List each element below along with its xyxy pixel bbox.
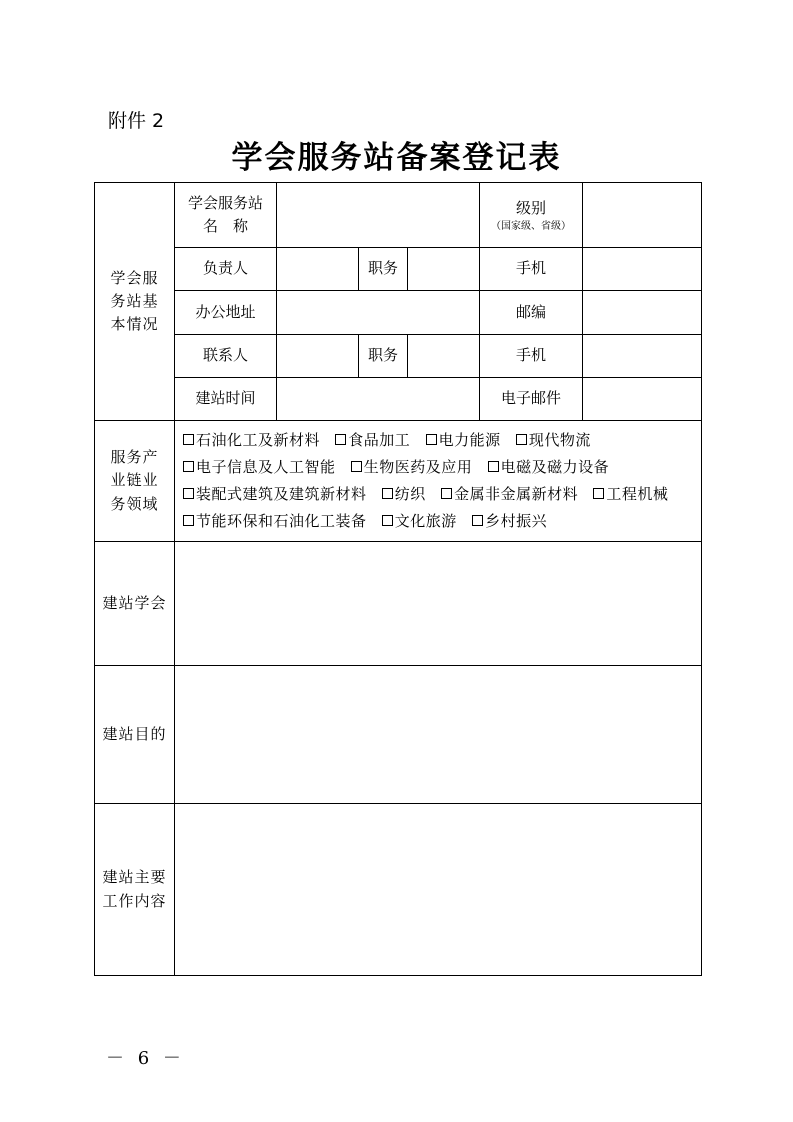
industry-option[interactable]: 文化旅游 [382,512,457,530]
page-number: － 6 － [106,1048,185,1069]
person-in-charge-label: 负责人 [175,248,277,291]
main-work-field[interactable] [175,804,702,976]
person-in-charge-field[interactable] [277,248,359,291]
founding-purpose-field[interactable] [175,666,702,804]
form-title: 学会服务站备案登记表 [231,140,562,176]
checkbox-icon[interactable] [183,434,194,445]
founding-purpose-label: 建站目的 [95,666,175,804]
mobile-label: 手机 [480,335,583,378]
row-founding-purpose [95,666,702,804]
position-label: 职务 [359,248,408,291]
row-station-name [95,183,702,248]
founding-time-label: 建站时间 [175,378,277,421]
level-label: 级别 （国家级、省级） [480,183,583,248]
industry-option[interactable]: 节能环保和石油化工装备 [183,512,367,530]
founding-society-field[interactable] [175,542,702,666]
row-office-address [95,291,702,335]
checkbox-icon[interactable] [382,488,393,499]
email-label: 电子邮件 [480,378,583,421]
postcode-label: 邮编 [480,291,583,335]
industry-options [175,421,702,542]
industry-section-label: 服务产业链业务领域 [95,421,175,542]
attachment-label: 附件 2 [108,110,165,132]
mobile-field[interactable] [583,335,702,378]
contact-label: 联系人 [175,335,277,378]
checkbox-icon[interactable] [441,488,452,499]
registration-form-table [94,182,702,976]
basic-info-section-label: 学会服务站基本情况 [95,183,175,421]
mobile-field[interactable] [583,248,702,291]
industry-option[interactable]: 装配式建筑及建筑新材料 [183,485,367,503]
industry-option[interactable]: 电磁及磁力设备 [488,458,610,476]
contact-field[interactable] [277,335,359,378]
row-founding-time [95,378,702,421]
checkbox-icon[interactable] [183,461,194,472]
industry-option[interactable]: 纺织 [382,485,426,503]
checkbox-icon[interactable] [183,515,194,526]
industry-option[interactable]: 金属非金属新材料 [441,485,578,503]
checkbox-icon[interactable] [351,461,362,472]
row-person-in-charge [95,248,702,291]
position-field[interactable] [408,335,480,378]
office-address-field[interactable] [277,291,480,335]
email-field[interactable] [583,378,702,421]
industry-option[interactable]: 电力能源 [426,431,501,449]
row-founding-society [95,542,702,666]
industry-option[interactable]: 生物医药及应用 [351,458,473,476]
checkbox-icon[interactable] [335,434,346,445]
station-name-field[interactable] [277,183,480,248]
industry-option[interactable]: 工程机械 [593,485,668,503]
position-label: 职务 [359,335,408,378]
row-industry [95,421,702,542]
industry-option[interactable]: 乡村振兴 [472,512,547,530]
postcode-field[interactable] [583,291,702,335]
station-name-label: 学会服务站 名 称 [175,183,277,248]
checkbox-icon[interactable] [472,515,483,526]
checkbox-icon[interactable] [488,461,499,472]
mobile-label: 手机 [480,248,583,291]
checkbox-icon[interactable] [183,488,194,499]
checkbox-icon[interactable] [426,434,437,445]
industry-option[interactable]: 石油化工及新材料 [183,431,320,449]
industry-option[interactable]: 电子信息及人工智能 [183,458,336,476]
row-main-work [95,804,702,976]
level-field[interactable] [583,183,702,248]
row-contact [95,335,702,378]
main-work-label: 建站主要工作内容 [95,804,175,976]
industry-option[interactable]: 食品加工 [335,431,410,449]
checkbox-icon[interactable] [382,515,393,526]
industry-option[interactable]: 现代物流 [516,431,591,449]
founding-society-label: 建站学会 [95,542,175,666]
position-field[interactable] [408,248,480,291]
checkbox-icon[interactable] [593,488,604,499]
checkbox-icon[interactable] [516,434,527,445]
office-address-label: 办公地址 [175,291,277,335]
founding-time-field[interactable] [277,378,480,421]
